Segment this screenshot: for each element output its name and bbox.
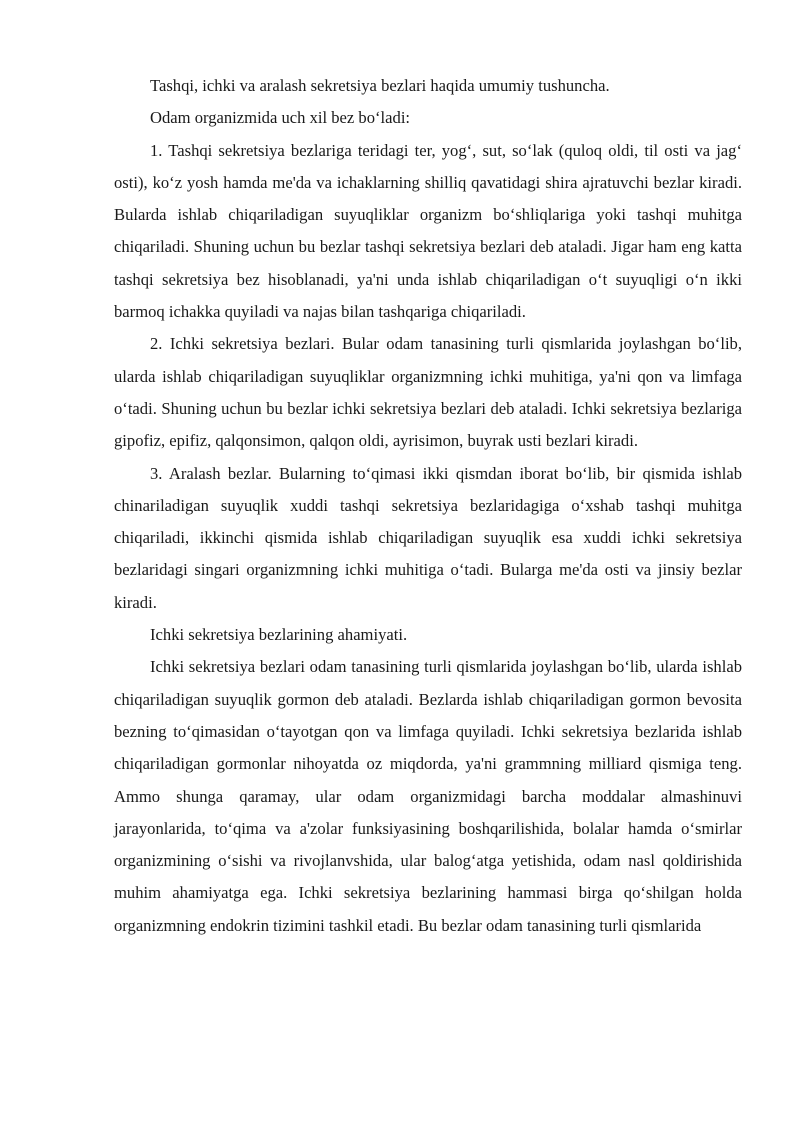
paragraph-exocrine-glands: 1. Tashqi sekretsiya bezlariga teridagi ter, yog‘, sut, so‘lak (quloq oldi, til osti va jag‘ osti), ko‘z yosh hamda me'da va ichaklarning shilliq qavatidagi shira ajratuvchi bezlar kiradi. Bularda ishlab chiqariladigan suyuqliklar organizm bo‘shliqlariga yoki tashqi muhitga chiqariladi. Shuning uchun bu bezlar tashqi sekretsiya bezlari deb ataladi. Jigar ham eng katta tashqi sekretsiya bez hisoblanadi, ya'ni unda ishlab chiqariladigan o‘t suyuqligi o‘n ikki barmoq ichakka quyiladi va najas bilan tashqariga chiqariladi. — [114, 140, 742, 322]
intro-paragraph: Odam organizmida uch xil bez bo‘ladi: — [150, 108, 411, 128]
paragraph-mixed-glands: 3. Aralash bezlar. Bularning to‘qimasi ikki qismdan iborat bo‘lib, bir qismida ishlab chinariladigan suyuqlik xuddi tashqi sekretsiya bezlaridagiga o‘xshab tashqi muhitga chiqariladi, ikkinchi qismida ishlab chiqariladigan suyuqlik esa xuddi ichki sekretsiya bezlaridagi singari organizmning ichki muhitiga o‘tadi. Bularga me'da osti va jinsiy bezlar kiradi. — [114, 463, 742, 612]
section-heading-importance: Ichki sekretsiya bezlarining ahamiyati. — [150, 625, 408, 645]
paragraph-endocrine-glands: 2. Ichki sekretsiya bezlari. Bular odam tanasining turli qismlarida joylashgan bo‘lib, ularda ishlab chiqariladigan suyuqliklar organizmning ichki muhitiga, ya'ni qon va limfaga o‘tadi. Shuning uchun bu bezlar ichki sekretsiya bezlari deb ataladi. Ichki sekretsiya bezlariga gipofiz, epifiz, qalqonsimon, qalqon oldi, ayrisimon, buyrak usti bezlari kiradi. — [114, 334, 742, 451]
document-page — [114, 70, 742, 942]
section-heading-general: Tashqi, ichki va aralash sekretsiya bezlari haqida umumiy tushuncha. — [150, 76, 610, 95]
paragraph-importance: Ichki sekretsiya bezlari odam tanasining turli qismlarida joylashgan bo‘lib, ularda ishlab chiqariladigan suyuqlik gormon deb ataladi. Bezlarda ishlab chiqariladigan gormon bevosita bezning to‘qimasidan o‘tayotgan qon va limfaga quyiladi. Ichki sekretsiya bezlarida ishlab chiqariladigan gormonlar nihoyatda oz miqdorda, ya'ni grammning milliard qismiga teng. Ammo shunga qaramay, ular odam organizmidagi barcha moddalar almashinuvi jarayonlarida, to‘qima va a'zolar funksiyasining boshqarilishida, bolalar hamda o‘smirlar organizmining o‘sishi va rivojlanvshida, ular balog‘atga yetishida, odam nasl qoldirishida muhim ahamiyatga ega. Ichki sekretsiya bezlarining hammasi birga qo‘shilgan holda organizmning endokrin tizimini tashkil etadi. Bu bezlar odam tanasining turli qismlarida — [114, 657, 742, 935]
